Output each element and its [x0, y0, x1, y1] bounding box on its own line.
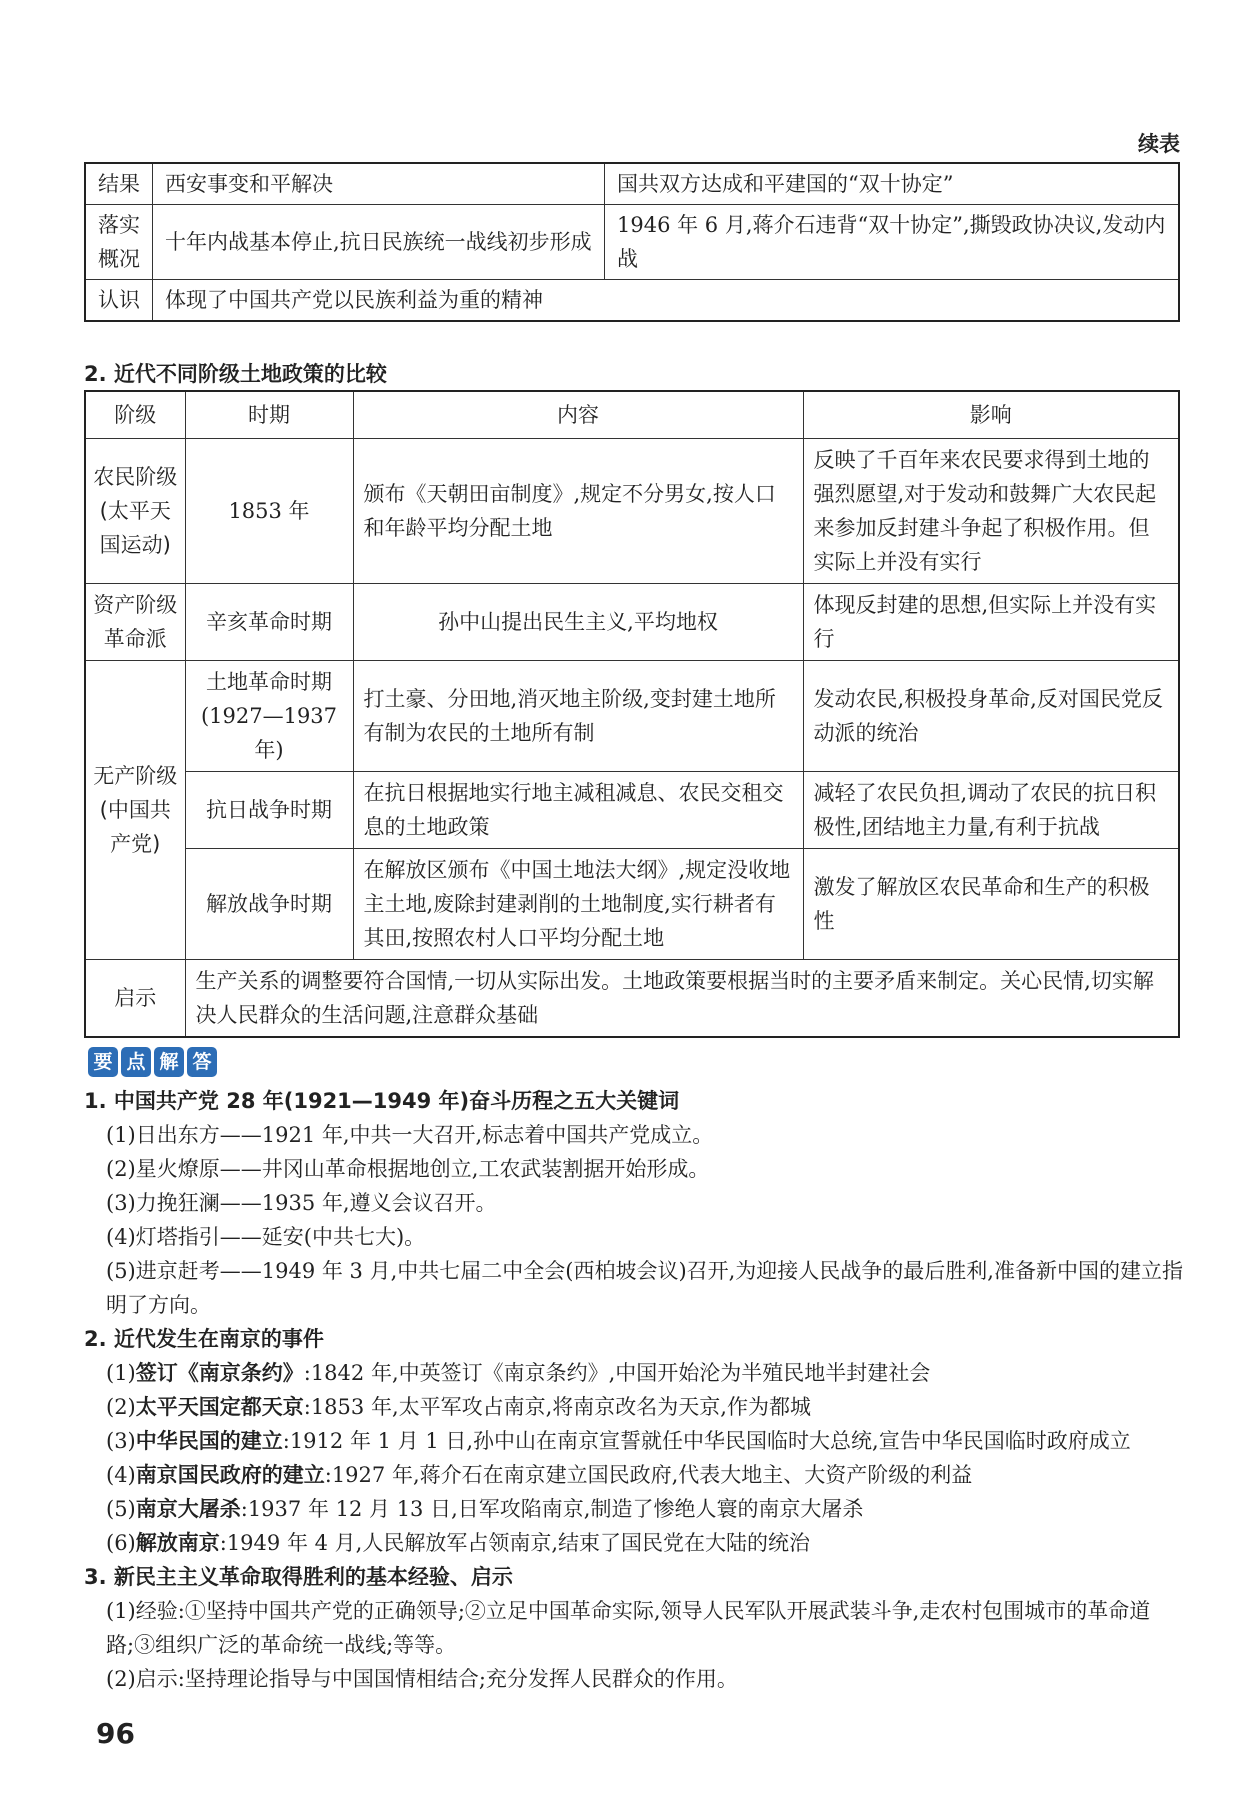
- item-prefix: (6): [106, 1531, 136, 1555]
- badge-char: 解: [154, 1047, 184, 1077]
- impact-cell: 体现反封建的思想,但实际上并没有实行: [803, 584, 1179, 661]
- class-cell: 启示: [85, 960, 185, 1038]
- item-text: :1853 年,太平军攻占南京,将南京改名为天京,作为都城: [303, 1395, 811, 1419]
- item-key: 签订《南京条约》: [135, 1361, 304, 1385]
- key-points-badge: [88, 1047, 217, 1077]
- item-text: :1937 年 12 月 13 日,日军攻陷南京,制造了惨绝人寰的南京大屠杀: [240, 1497, 864, 1521]
- table-cell: 国共双方达成和平建国的“双十协定”: [605, 163, 1180, 205]
- q1-block: [84, 1084, 1184, 1696]
- content-cell: 颁布《天朝田亩制度》,规定不分男女,按人口和年龄平均分配土地: [353, 439, 803, 584]
- item-text: :1949 年 4 月,人民解放军占领南京,结束了国民党在大陆的统治: [219, 1531, 811, 1555]
- content-cell: 在抗日根据地实行地主减租减息、农民交租交息的土地政策: [353, 772, 803, 849]
- table-header-row: [85, 391, 1179, 439]
- q3-title: 3. 新民主主义革命取得胜利的基本经验、启示: [84, 1565, 513, 1589]
- item-prefix: (1): [106, 1361, 136, 1385]
- badge-char: 点: [121, 1047, 151, 1077]
- class-cell: 农民阶级(太平天国运动): [85, 439, 185, 584]
- table-row: [85, 163, 1179, 205]
- list-item: (1)日出东方——1921 年,中共一大召开,标志着中国共产党成立。: [106, 1123, 714, 1147]
- item-text: :1927 年,蒋介石在南京建立国民政府,代表大地主、大资产阶级的利益: [324, 1463, 973, 1487]
- list-item: [84, 1492, 1184, 1526]
- content-cell: 在解放区颁布《中国土地法大纲》,规定没收地主土地,废除封建剥削的土地制度,实行耕者有其田,按照农村人口平均分配土地: [353, 849, 803, 960]
- period-cell: 解放战争时期: [185, 849, 353, 960]
- item-key: 南京国民政府的建立: [135, 1463, 325, 1487]
- table-row: [85, 280, 1179, 322]
- content-cell: 打土豪、分田地,消灭地主阶级,变封建土地所有制为农民的土地所有制: [353, 661, 803, 772]
- badge-char: 答: [187, 1047, 217, 1077]
- list-item: (2)启示:坚持理论指导与中国国情相结合;充分发挥人民群众的作用。: [106, 1667, 738, 1691]
- column-header: 内容: [353, 391, 803, 439]
- table-cell: 西安事变和平解决: [153, 163, 605, 205]
- row-label: 认识: [85, 280, 153, 322]
- table-row: [85, 439, 1179, 584]
- q1-title: 1. 中国共产党 28 年(1921—1949 年)奋斗历程之五大关键词: [84, 1089, 680, 1113]
- item-text: :1842 年,中英签订《南京条约》,中国开始沦为半殖民地半封建社会: [303, 1361, 931, 1385]
- item-key: 南京大屠杀: [135, 1497, 241, 1521]
- table-row: [85, 584, 1179, 661]
- period-cell: 1853 年: [185, 439, 353, 584]
- column-header: 影响: [803, 391, 1179, 439]
- period-cell: 抗日战争时期: [185, 772, 353, 849]
- list-item: [84, 1390, 1184, 1424]
- table-row: [85, 205, 1179, 280]
- column-header: 阶级: [85, 391, 185, 439]
- table-row: [85, 772, 1179, 849]
- item-prefix: (3): [106, 1429, 136, 1453]
- section-title: 2. 近代不同阶级土地政策的比较: [84, 362, 387, 386]
- list-item: (4)灯塔指引——延安(中共七大)。: [106, 1225, 426, 1249]
- table-row: [85, 661, 1179, 772]
- table-land-policy: [84, 390, 1180, 1038]
- row-label: 结果: [85, 163, 153, 205]
- list-item: (5)进京赶考——1949 年 3 月,中共七届二中全会(西柏坡会议)召开,为迎接人民战争的最后胜利,准备新中国的建立指明了方向。: [106, 1259, 1183, 1317]
- item-key: 解放南京: [135, 1531, 220, 1555]
- impact-cell: 反映了千百年来农民要求得到土地的强烈愿望,对于发动和鼓舞广大农民起来参加反封建斗争起了积极作用。但实际上并没有实行: [803, 439, 1179, 584]
- list-item: [84, 1526, 1184, 1560]
- table-row: [85, 849, 1179, 960]
- period-cell: 辛亥革命时期: [185, 584, 353, 661]
- continued-label: 续表: [1138, 132, 1180, 156]
- period-cell: 土地革命时期(1927—1937 年): [185, 661, 353, 772]
- list-item: [84, 1458, 1184, 1492]
- content-cell: 孙中山提出民生主义,平均地权: [353, 584, 803, 661]
- table-row: [85, 960, 1179, 1038]
- item-key: 中华民国的建立: [135, 1429, 283, 1453]
- item-prefix: (5): [106, 1497, 136, 1521]
- column-header: 时期: [185, 391, 353, 439]
- item-text: :1912 年 1 月 1 日,孙中山在南京宣誓就任中华民国临时大总统,宣告中华民国临时政府成立: [282, 1429, 1131, 1453]
- row-label: 落实概况: [85, 205, 153, 280]
- list-item: (3)力挽狂澜——1935 年,遵义会议召开。: [106, 1191, 497, 1215]
- q2-title: 2. 近代发生在南京的事件: [84, 1327, 324, 1351]
- table-cell: 十年内战基本停止,抗日民族统一战线初步形成: [153, 205, 605, 280]
- inspiration-cell: 生产关系的调整要符合国情,一切从实际出发。土地政策要根据当时的主要矛盾来制定。关心民情,切实解决人民群众的生活问题,注意群众基础: [185, 960, 1179, 1038]
- list-item: (1)经验:①坚持中国共产党的正确领导;②立足中国革命实际,领导人民军队开展武装斗争,走农村包围城市的革命道路;③组织广泛的革命统一战线;等等。: [106, 1599, 1151, 1657]
- list-item: [84, 1356, 1184, 1390]
- impact-cell: 减轻了农民负担,调动了农民的抗日积极性,团结地主力量,有利于抗战: [803, 772, 1179, 849]
- page-number: 96: [96, 1717, 135, 1750]
- class-cell: 无产阶级(中国共产党): [85, 661, 185, 960]
- impact-cell: 激发了解放区农民革命和生产的积极性: [803, 849, 1179, 960]
- badge-char: 要: [88, 1047, 118, 1077]
- impact-cell: 发动农民,积极投身革命,反对国民党反动派的统治: [803, 661, 1179, 772]
- table-cell: 体现了中国共产党以民族利益为重的精神: [153, 280, 1180, 322]
- item-key: 太平天国定都天京: [135, 1395, 304, 1419]
- item-prefix: (2): [106, 1395, 136, 1419]
- item-prefix: (4): [106, 1463, 136, 1487]
- list-item: [84, 1424, 1184, 1458]
- list-item: (2)星火燎原——井冈山革命根据地创立,工农武装割据开始形成。: [106, 1157, 710, 1181]
- class-cell: 资产阶级革命派: [85, 584, 185, 661]
- table-comparison-continued: [84, 162, 1180, 322]
- table-cell: 1946 年 6 月,蒋介石违背“双十协定”,撕毁政协决议,发动内战: [605, 205, 1180, 280]
